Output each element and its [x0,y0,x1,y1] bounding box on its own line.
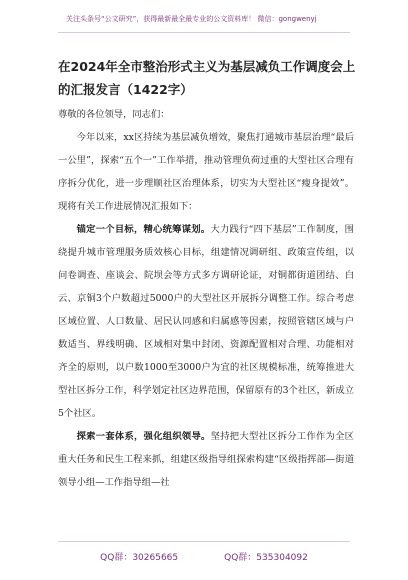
header-divider [58,32,350,33]
header-banner: 关注头条号“公文研究”，获得最新最全最专业的公文资料库！ 微信：gongwenyj [66,15,317,23]
section-text-1: 大力践行“四下基层”工作制度，围绕提升城市管理服务质效核心目标，组建情况调研组、政策宣传组，以问卷调查、座谈会、院坝会等方式多方调研论证，对铜都街道团结、白云、京铜3个户数超过5000户的大型社区开展拆分调整工作。综合考虑区域位置、人口数量、居民认同感和归属感等因素，按照管辖区域与户数适当、界线明确、区域相对集中封闭、资源配置相对合理、功能相对齐全的原则，以户数1000至3000户为宜的社区规模标准，统筹推进大型社区拆分工作，科学划定社区边界范围，保留原有的3个社区，新成立5个社区。 [58,224,354,419]
section-text-2: 坚持把大型社区拆分工作作为全区重大任务和民生工程来抓，组建区级指导组探索构建“区级指挥部—街道领导小组—工作指导组—社 [58,431,354,488]
section-heading-1: 锚定一个目标，精心统筹谋划。 [76,224,211,235]
document-title: 在2024年全市整治形式主义为基层减负工作调度会上的汇报发言（1422字） [58,59,356,97]
footer [0,542,408,570]
document-body [58,103,354,494]
paragraph-intro: 今年以来，xx区持续为基层减负增效，聚焦打通城市基层治理“最后一公里”，探索“五个一”工作举措，推动管理负荷过重的大型社区合理有序拆分优化，进一步理顺社区治理体系，切实为大型社区“瘦身提效”。现将有关工作进展情况汇报如下： [58,132,354,212]
footer-qq-group-2: QQ群：535304092 [224,552,308,563]
footer-qq-group-1: QQ群：30265665 [100,552,179,563]
paragraph-section-2 [58,425,354,494]
section-heading-2: 探索一套体系，强化组织领导。 [76,431,211,442]
paragraph-section-1 [58,218,354,425]
greeting: 尊敬的各位领导，同志们： [58,109,170,120]
